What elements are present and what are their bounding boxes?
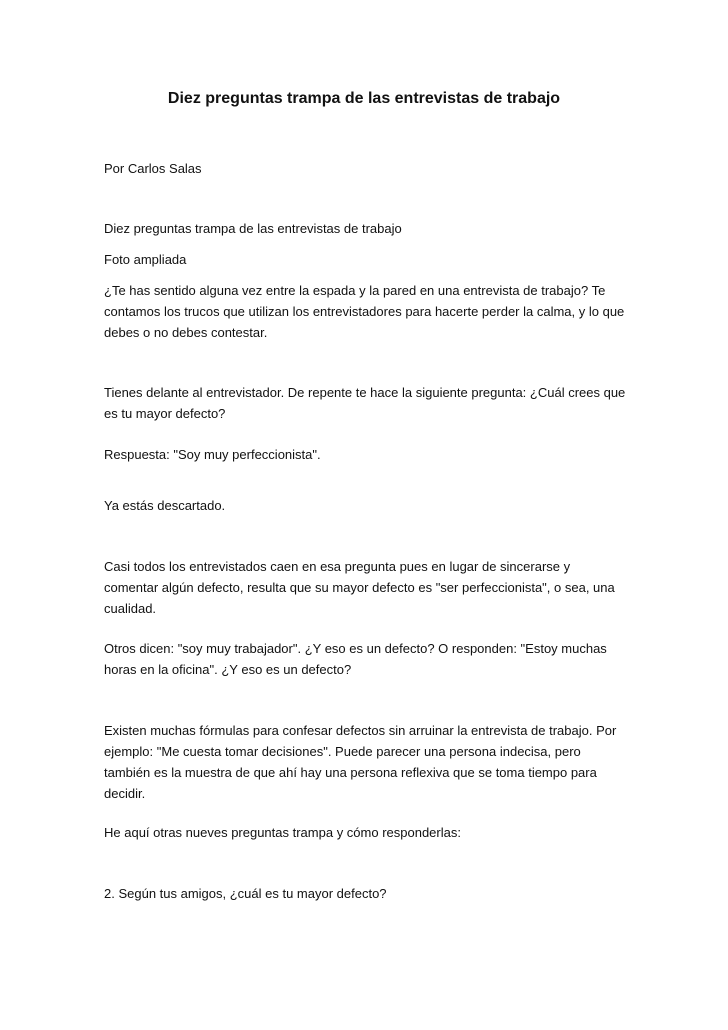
paragraph-formulas: Existen muchas fórmulas para confesar defectos sin arruinar la entrevista de trabajo. Por ejemplo: "Me cuesta tomar decisiones". Puede parecer una persona indecisa, pero también es la muestra de que ahí hay una persona reflexiva que se toma tiempo para decidir. [104,723,617,801]
paragraph-answer: Respuesta: "Soy muy perfeccionista". [104,447,321,462]
paragraph-others: Otros dicen: "soy muy trabajador". ¿Y eso es un defecto? O responden: "Estoy muchas horas en la oficina". ¿Y eso es un defecto? [104,641,607,677]
paragraph-more-questions: He aquí otras nueves preguntas trampa y cómo responderlas: [104,825,461,840]
paragraph-subtitle: Diez preguntas trampa de las entrevistas de trabajo [104,221,402,236]
paragraph-question-2: 2. Según tus amigos, ¿cuál es tu mayor defecto? [104,886,387,901]
paragraph-intro: ¿Te has sentido alguna vez entre la espada y la pared en una entrevista de trabajo? Te contamos los trucos que utilizan los entrevistadores para hacerte perder la calma, y lo que debes o no debes contestar. [104,283,625,340]
paragraph-photo-caption: Foto ampliada [104,252,187,267]
document-title: Diez preguntas trampa de las entrevistas de trabajo [167,90,561,107]
paragraph-explanation: Casi todos los entrevistados caen en esa pregunta pues en lugar de sincerarse y comentar algún defecto, resulta que su mayor defecto es "ser perfeccionista", o sea, una cualidad. [104,559,615,616]
byline: Por Carlos Salas [104,161,202,176]
paragraph-question: Tienes delante al entrevistador. De repente te hace la siguiente pregunta: ¿Cuál crees que es tu mayor defecto? [104,385,626,421]
paragraph-discarded: Ya estás descartado. [104,498,226,513]
